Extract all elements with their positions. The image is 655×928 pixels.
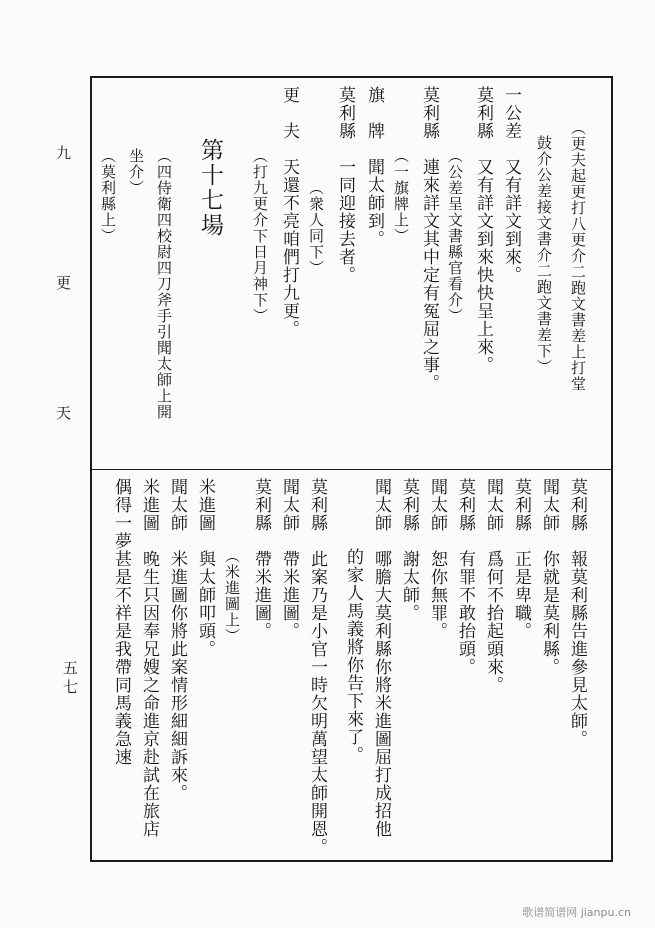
dialogue-line: 米進圖 與太師叩頭。 (195, 478, 215, 658)
stage-direction: 坐介） (127, 148, 145, 196)
dialogue-line: 莫利縣 報莫利縣告進參見太師。 (567, 478, 587, 748)
dialogue-line: 旗 牌 聞太師到。 (364, 86, 384, 248)
dialogue-line: 莫利縣 一同迎接去者。 (335, 86, 355, 284)
page-number: 五七 (61, 660, 79, 698)
dialogue-line: 聞太師 恕你無罪。 (427, 478, 447, 640)
dialogue-line: 聞太師 米進圖你將此案情形細細訴來。 (167, 478, 187, 802)
dialogue-line: 的家人馬義將你告下來了。 (343, 548, 363, 764)
dialogue-line: 聞太師 你就是莫利縣。 (539, 478, 559, 676)
dialogue-line: 聞太師 帶米進圖。 (279, 478, 299, 640)
stage-direction: （莫利縣上） (99, 148, 117, 244)
dialogue-line: 莫利縣 又有詳文到來快快呈上來。 (473, 86, 493, 374)
section-divider (90, 469, 613, 470)
stage-direction: 鼓介公差接文書介二跑文書差下） (535, 135, 553, 375)
stage-direction: （四侍衛四校尉四刀斧手引聞太師上開 (155, 148, 173, 420)
watermark: 歌谱简谱网 jianpu.cn (522, 906, 631, 919)
scene-title: 第十七場 (197, 138, 223, 238)
stage-direction: （米進圖上） (223, 548, 241, 644)
dialogue-line: 更 夫 天還不亮咱們打九更。 (279, 86, 299, 338)
stage-direction: （公差呈文書縣官看介） (446, 148, 464, 324)
dialogue-line: 莫利縣 連來詳文其中定有冤屈之事。 (419, 86, 439, 392)
stage-direction: （打九更介下日月神下） (251, 148, 269, 324)
stage-direction: （衆人同下） (307, 180, 325, 276)
dialogue-line: 聞太師 爲何不抬起頭來。 (483, 478, 503, 694)
dialogue-line: 米進圖 晚生只因奉兄嫂之命進京赴試在旅店 (139, 478, 159, 838)
stage-direction: （一旗牌上） (392, 148, 410, 244)
dialogue-line: 莫利縣 此案乃是小官一時欠明萬望太師開恩。 (307, 478, 327, 856)
margin-left-label: 九 更 天 (54, 145, 72, 470)
dialogue-line: 莫利縣 帶米進圖。 (251, 478, 271, 640)
dialogue-line: 莫利縣 謝太師。 (399, 478, 419, 622)
dialogue-line: 偶得一夢甚是不祥是我帶同馬義急速 (111, 478, 131, 766)
stage-direction: （更夫起更打八更介二跑文書差上打堂 (569, 120, 587, 392)
dialogue-line: 莫利縣 有罪不敢抬頭。 (455, 478, 475, 676)
dialogue-line: 一公差 又有詳文到來。 (501, 86, 521, 284)
dialogue-line: 聞太師 哪膽大莫利縣你將米進圖屈打成招他 (371, 478, 391, 838)
dialogue-line: 莫利縣 正是卑職。 (511, 478, 531, 640)
